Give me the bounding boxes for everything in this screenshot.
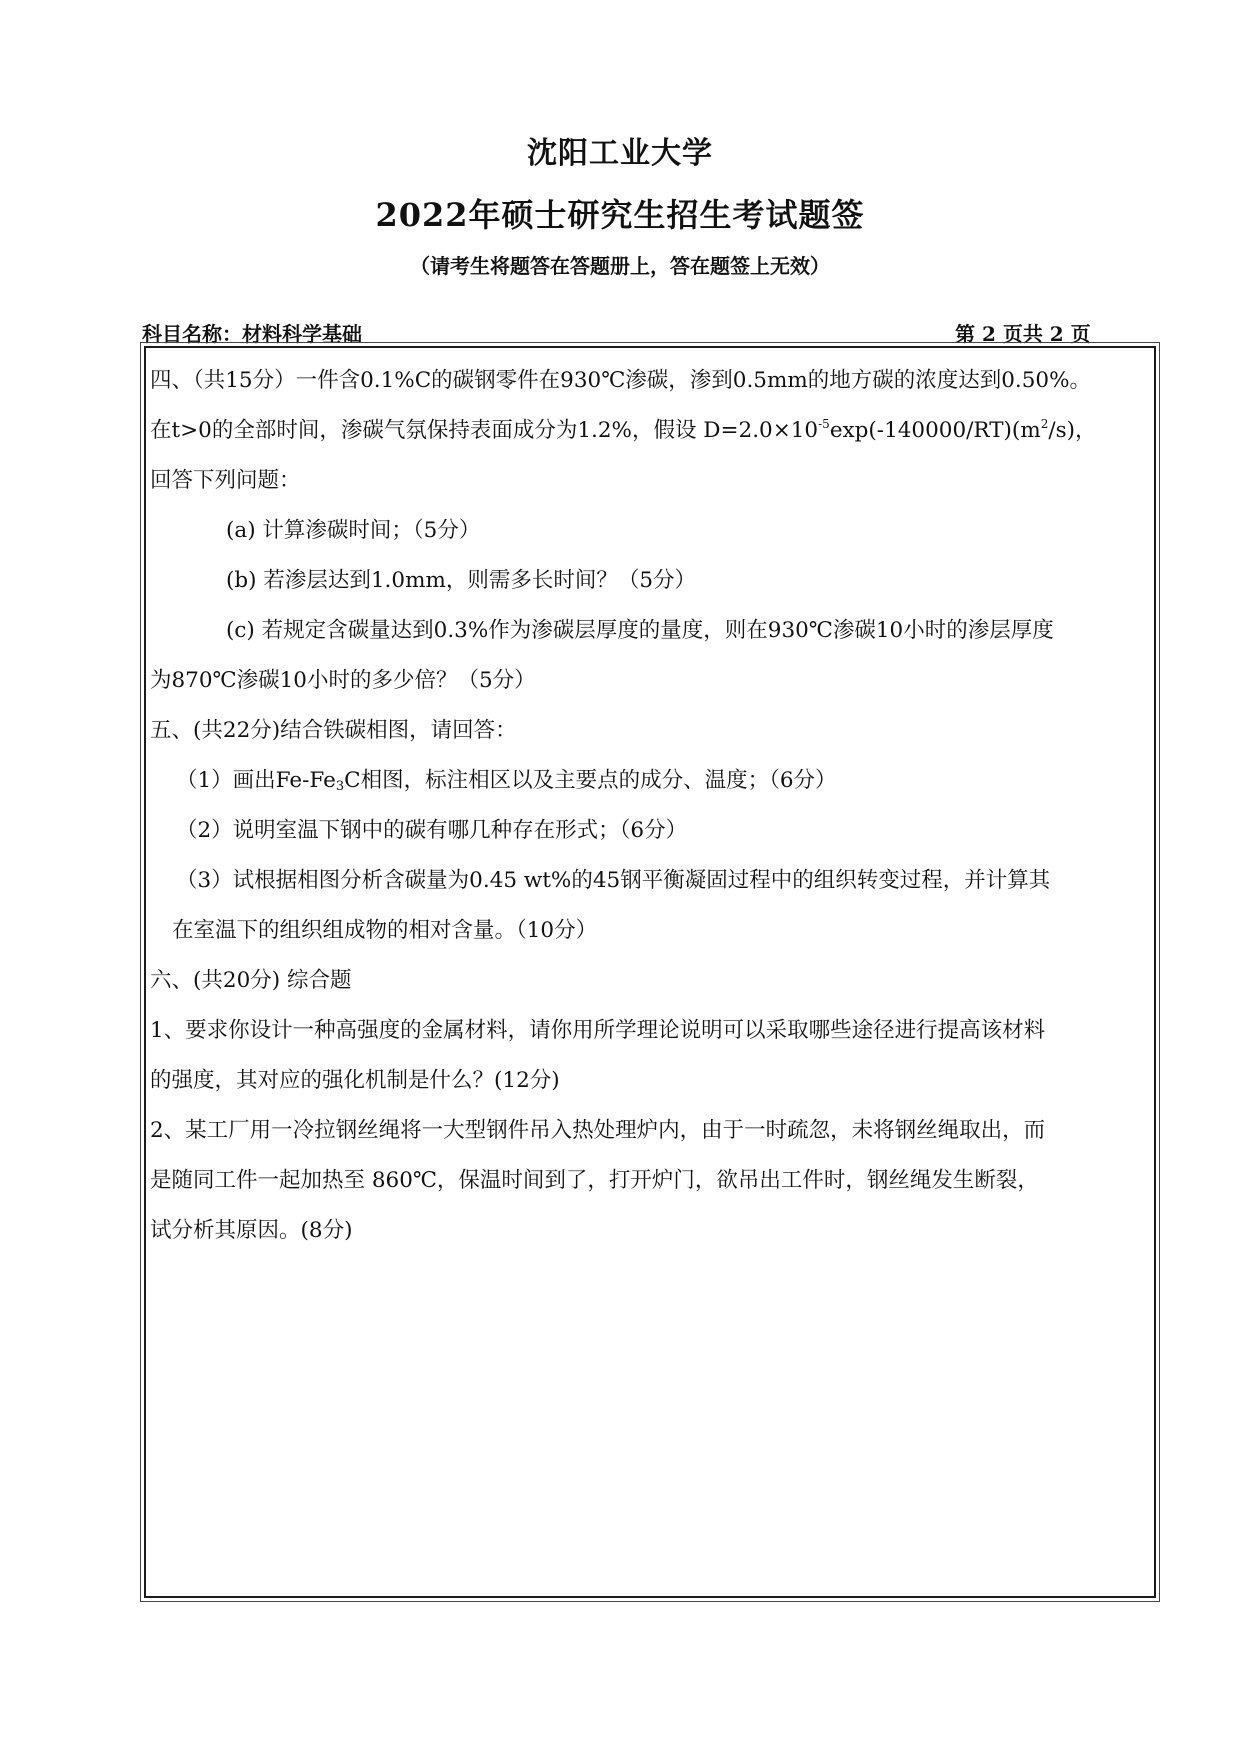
q4-line-1: 四、（共15分）一件含0.1%C的碳钢零件在930℃渗碳，渗到0.5mm的地方碳的浓度达到0.50%。 <box>150 368 1092 393</box>
q4-part-c-2: 为870℃渗碳10小时的多少倍？（5分） <box>150 668 536 693</box>
exam-note: （请考生将题答在答题册上，答在题签上无效） <box>410 254 830 278</box>
q5-part-1 <box>150 756 1150 806</box>
q5-part-3-a: （3）试根据相图分析含碳量为0.45 wt%的45钢平衡凝固过程中的组织转变过程，并计算其 <box>176 868 1051 893</box>
q4-part-c-1: (c) 若规定含碳量达到0.3%作为渗碳层厚度的量度，则在930℃渗碳10小时的渗层厚度 <box>226 618 1054 643</box>
question-content <box>150 356 1150 1256</box>
q4-part-b: (b) 若渗层达到1.0mm，则需多长时间？（5分） <box>226 568 697 593</box>
q6-part-2-a: 2、某工厂用一冷拉钢丝绳将一大型钢件吊入热处理炉内，由于一时疏忽，未将钢丝绳取出，而 <box>150 1118 1046 1143</box>
q4-unit-exponent: 2 <box>1040 417 1049 431</box>
q4-line-2-c: /s)， <box>1048 418 1097 443</box>
q5-part-3-b: 在室温下的组织组成物的相对含量。（10分） <box>172 918 598 943</box>
q6-part-1-a: 1、要求你设计一种高强度的金属材料，请你用所学理论说明可以采取哪些途径进行提高该材料 <box>150 1018 1046 1043</box>
q5-title: 五、(共22分)结合铁碳相图，请回答： <box>150 718 517 743</box>
q4-line-2 <box>150 406 1150 456</box>
exam-title: 2022年硕士研究生招生考试题签 <box>375 196 865 234</box>
q6-title: 六、(共20分) 综合题 <box>150 968 352 993</box>
q5-part-1-a: （1）画出Fe-Fe <box>176 768 336 793</box>
q4-line-2-b: exp(-140000/RT)(m <box>829 418 1041 443</box>
school-title: 沈阳工业大学 <box>527 136 713 171</box>
q4-exponent: -5 <box>818 417 830 431</box>
q4-line-3: 回答下列问题： <box>150 468 301 493</box>
q5-part-1-b: C相图，标注相区以及主要点的成分、温度；（6分） <box>344 768 837 793</box>
subject-name: 科目名称：材料科学基础 <box>142 322 362 346</box>
q6-part-2-c: 试分析其原因。(8分) <box>150 1218 353 1243</box>
q5-part-2: （2）说明室温下钢中的碳有哪几种存在形式；（6分） <box>176 818 688 843</box>
page-info: 第 2 页共 2 页 <box>955 322 1091 346</box>
q4-line-2-a: 在t>0的全部时间，渗碳气氛保持表面成分为1.2%，假设 D=2.0×10 <box>150 418 819 443</box>
q6-part-1-b: 的强度，其对应的强化机制是什么？(12分) <box>150 1068 560 1093</box>
q5-subscript: 3 <box>335 779 345 794</box>
q6-part-2-b: 是随同工件一起加热至 860℃，保温时间到了，打开炉门，欲吊出工件时，钢丝绳发生断裂， <box>150 1168 1039 1193</box>
q4-part-a: (a) 计算渗碳时间；（5分） <box>226 518 481 543</box>
